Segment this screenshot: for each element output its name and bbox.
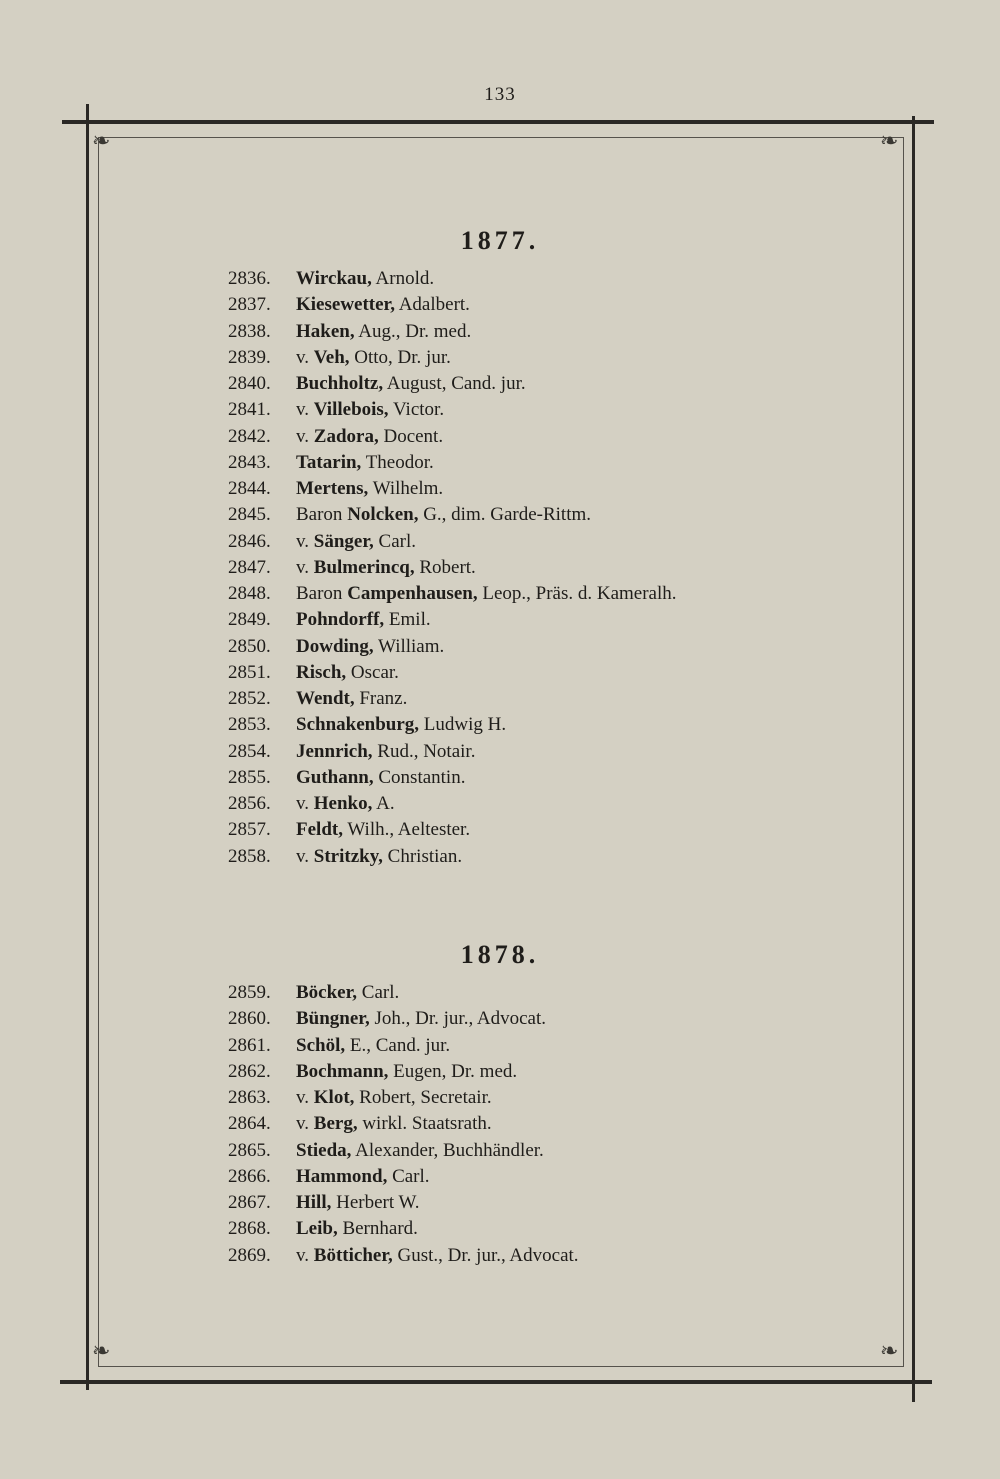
entry-number: 2839. xyxy=(228,346,271,368)
entry-surname: Hill, xyxy=(296,1192,332,1213)
entry-details: Constantin. xyxy=(373,766,466,788)
entry-details: Theodor. xyxy=(361,451,434,473)
entry-details: Otto, Dr. jur. xyxy=(349,346,451,368)
entry-prefix: v. xyxy=(296,845,314,867)
entry-list xyxy=(228,980,788,1269)
list-item xyxy=(228,634,788,660)
entry-number: 2836. xyxy=(228,268,271,289)
entry-surname: Hammond, xyxy=(296,1165,388,1187)
entry-prefix: v. xyxy=(296,1113,314,1135)
entry-details: Eugen, Dr. med. xyxy=(388,1060,518,1082)
list-item xyxy=(228,712,788,738)
entry-details: Carl. xyxy=(387,1165,430,1187)
entry-details: William. xyxy=(373,635,445,657)
entry-number: 2849. xyxy=(228,609,271,631)
entry-number: 2863. xyxy=(228,1087,271,1108)
list-item xyxy=(228,345,788,371)
entry-surname: Sänger, xyxy=(313,530,374,552)
entry-surname: Wirckau, xyxy=(296,268,372,289)
entry-details: Robert, Secretair. xyxy=(354,1087,492,1108)
entry-prefix: v. xyxy=(296,1244,314,1266)
entry-surname: Guthann, xyxy=(296,766,374,788)
list-item xyxy=(228,1243,788,1269)
entry-number: 2842. xyxy=(228,425,271,447)
entry-number: 2856. xyxy=(228,793,271,814)
entry-number: 2851. xyxy=(228,661,271,683)
entry-details: Bernhard. xyxy=(337,1218,418,1240)
list-item xyxy=(228,817,788,843)
list-item xyxy=(228,292,788,318)
entry-details: A. xyxy=(372,793,395,814)
entry-prefix: v. xyxy=(296,530,314,552)
list-item xyxy=(228,397,788,423)
corner-ornament-icon: ❧ xyxy=(92,1338,111,1363)
entry-number: 2864. xyxy=(228,1113,271,1135)
list-item xyxy=(228,1138,788,1164)
entry-prefix: v. xyxy=(296,793,314,814)
entry-surname: Pohndorff, xyxy=(296,609,385,631)
entry-prefix: v. xyxy=(296,399,314,421)
list-item xyxy=(228,1216,788,1242)
entry-surname: Berg, xyxy=(313,1113,358,1135)
entry-surname: Villebois, xyxy=(313,399,389,421)
entry-surname: Kiesewetter, xyxy=(296,294,395,316)
entry-number: 2867. xyxy=(228,1192,271,1213)
entry-surname: Veh, xyxy=(313,346,350,368)
entry-number: 2837. xyxy=(228,294,271,316)
entry-surname: Campenhausen, xyxy=(347,583,478,604)
entry-details: Ludwig H. xyxy=(419,714,507,736)
entry-surname: Haken, xyxy=(296,320,355,342)
list-item xyxy=(228,844,788,870)
list-item xyxy=(228,1085,788,1111)
entry-surname: Stieda, xyxy=(296,1139,352,1161)
list-item xyxy=(228,1033,788,1059)
entry-details: Alexander, Buchhändler. xyxy=(351,1139,544,1161)
entry-details: Carl. xyxy=(357,982,400,1003)
list-item xyxy=(228,529,788,555)
entry-surname: Büngner, xyxy=(296,1008,370,1030)
list-item xyxy=(228,686,788,712)
entry-surname: Böcker, xyxy=(296,982,358,1003)
entry-surname: Bochmann, xyxy=(296,1060,389,1082)
entry-number: 2860. xyxy=(228,1008,271,1030)
list-item xyxy=(228,1006,788,1032)
entry-surname: Nolcken, xyxy=(347,504,419,526)
list-item xyxy=(228,266,788,292)
list-item xyxy=(228,1190,788,1216)
corner-ornament-icon: ❧ xyxy=(92,128,111,153)
entry-details: Rud., Notair. xyxy=(372,740,476,762)
entry-details: wirkl. Staatsrath. xyxy=(357,1113,492,1135)
entry-number: 2862. xyxy=(228,1060,271,1082)
entry-surname: Klot, xyxy=(313,1087,355,1108)
entry-surname: Mertens, xyxy=(296,478,369,499)
entry-number: 2861. xyxy=(228,1034,271,1056)
entry-number: 2838. xyxy=(228,320,271,342)
entry-number: 2853. xyxy=(228,714,271,736)
entry-surname: Stritzky, xyxy=(313,845,383,867)
entry-surname: Henko, xyxy=(313,793,373,814)
list-item xyxy=(228,371,788,397)
entry-surname: Jennrich, xyxy=(296,740,373,762)
entry-details: Carl. xyxy=(373,530,417,552)
entry-surname: Tatarin, xyxy=(296,451,362,473)
corner-ornament-icon: ❧ xyxy=(880,128,899,153)
list-item xyxy=(228,581,788,607)
entry-number: 2841. xyxy=(228,399,271,421)
entry-number: 2866. xyxy=(228,1165,271,1187)
entry-details: Gust., Dr. jur., Advocat. xyxy=(392,1244,579,1266)
list-item xyxy=(228,765,788,791)
entry-number: 2869. xyxy=(228,1244,271,1266)
entry-surname: Schnakenburg, xyxy=(296,714,420,736)
entry-surname: Schöl, xyxy=(296,1034,346,1056)
entry-number: 2846. xyxy=(228,530,271,552)
entry-number: 2855. xyxy=(228,766,271,788)
entry-number: 2865. xyxy=(228,1139,271,1161)
list-item xyxy=(228,319,788,345)
year-heading: 1878. xyxy=(460,940,540,969)
entry-number: 2859. xyxy=(228,982,271,1003)
entry-prefix: v. xyxy=(296,1087,314,1108)
entry-details: Emil. xyxy=(384,609,431,631)
entry-number: 2852. xyxy=(228,688,271,709)
entry-surname: Wendt, xyxy=(296,688,355,709)
entry-details: Arnold. xyxy=(371,268,435,289)
entry-prefix: v. xyxy=(296,346,314,368)
entry-details: Joh., Dr. jur., Advocat. xyxy=(369,1008,547,1030)
entry-details: Robert. xyxy=(414,556,476,578)
list-item xyxy=(228,450,788,476)
entry-prefix: Baron xyxy=(296,583,348,604)
entry-surname: Feldt, xyxy=(296,819,343,841)
entry-details: Aug., Dr. med. xyxy=(354,320,472,342)
entry-number: 2868. xyxy=(228,1218,271,1240)
entry-details: Adalbert. xyxy=(395,294,470,316)
entry-surname: Bulmerincq, xyxy=(313,556,415,578)
corner-ornament-icon: ❧ xyxy=(880,1338,899,1363)
entry-details: E., Cand. jur. xyxy=(345,1034,451,1056)
entry-prefix: Baron xyxy=(296,504,348,526)
entry-details: Victor. xyxy=(388,399,445,421)
page-number: 133 xyxy=(484,84,516,105)
entry-number: 2858. xyxy=(228,845,271,867)
entry-list xyxy=(228,266,788,870)
entry-number: 2845. xyxy=(228,504,271,526)
year-heading: 1877. xyxy=(460,226,540,255)
entry-surname: Zadora, xyxy=(313,425,379,447)
entry-details: Oscar. xyxy=(346,661,399,683)
entry-details: Wilhelm. xyxy=(368,478,444,499)
list-item xyxy=(228,555,788,581)
list-item xyxy=(228,791,788,817)
list-item xyxy=(228,1164,788,1190)
entry-details: Christian. xyxy=(382,845,463,867)
entry-number: 2848. xyxy=(228,583,271,604)
list-item xyxy=(228,739,788,765)
entry-number: 2857. xyxy=(228,819,271,841)
list-item xyxy=(228,502,788,528)
list-item xyxy=(228,476,788,502)
entry-details: Franz. xyxy=(354,688,408,709)
entry-details: Wilh., Aeltester. xyxy=(342,819,471,841)
entry-number: 2843. xyxy=(228,451,271,473)
entry-prefix: v. xyxy=(296,425,314,447)
entry-details: G., dim. Garde-Rittm. xyxy=(418,504,591,526)
list-item xyxy=(228,980,788,1006)
entry-details: Herbert W. xyxy=(331,1192,420,1213)
entry-surname: Leib, xyxy=(296,1218,338,1240)
list-item xyxy=(228,1059,788,1085)
entry-surname: Buchholtz, xyxy=(296,373,384,394)
entry-surname: Risch, xyxy=(296,661,347,683)
list-item xyxy=(228,660,788,686)
bottom-rule xyxy=(60,1380,932,1384)
entry-number: 2850. xyxy=(228,635,271,657)
right-rule xyxy=(912,116,915,1402)
entry-prefix: v. xyxy=(296,556,314,578)
entry-details: August, Cand. jur. xyxy=(383,373,526,394)
entry-number: 2847. xyxy=(228,556,271,578)
entry-details: Docent. xyxy=(378,425,444,447)
entry-surname: Dowding, xyxy=(296,635,374,657)
entry-number: 2840. xyxy=(228,373,271,394)
list-item xyxy=(228,1111,788,1137)
left-rule xyxy=(86,104,89,1390)
entry-number: 2854. xyxy=(228,740,271,762)
entry-surname: Bötticher, xyxy=(313,1244,393,1266)
entry-number: 2844. xyxy=(228,478,271,499)
top-rule xyxy=(62,120,934,124)
entry-details: Leop., Präs. d. Kameralh. xyxy=(477,583,677,604)
list-item xyxy=(228,424,788,450)
list-item xyxy=(228,607,788,633)
